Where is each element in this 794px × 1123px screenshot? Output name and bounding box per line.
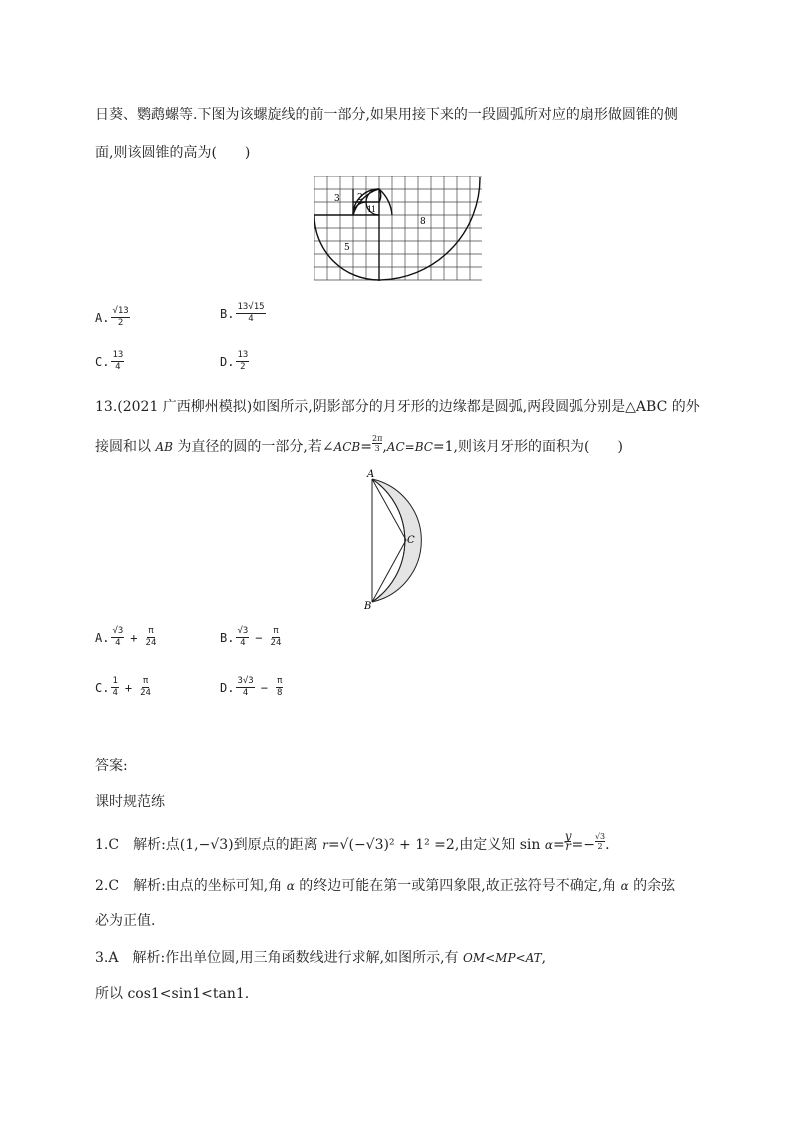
answer-2-line2: 必为正值. — [95, 913, 156, 929]
answer-3-line2: 所以 cos1<sin1<tan1. — [95, 986, 250, 1002]
spiral-figure — [314, 176, 482, 282]
spiral-label-3: 3 — [334, 194, 340, 204]
q13-option-a[interactable]: A. $\frac{√3}{4}$ + $\frac{\pi}{24}$ — [95, 626, 157, 648]
spiral-label-2: 2 — [357, 193, 363, 203]
q12-option-b[interactable]: B. $\frac{13√15}{4}$ — [220, 302, 265, 324]
section-title: 课时规范练 — [95, 794, 165, 810]
crescent-figure — [358, 466, 438, 612]
answer-1: 1.C 解析:点(1,−√3)到原点的距离 r=√(−√3)² + 1² =2,由定义知 sin α= $\frac{y}{r}$ =− $\frac{√3}{2}$ . — [95, 828, 610, 853]
q12-option-a[interactable]: A. $\frac{√13}{2}$ — [95, 306, 129, 328]
q13-text-line1: 13.(2021 广西柳州模拟)如图所示,阴影部分的月牙形的边缘都是圆弧,两段圆弧分别是△ABC 的外 — [95, 399, 700, 415]
q13-option-b[interactable]: B. $\frac{√3}{4}$ − $\frac{\pi}{24}$ — [220, 626, 282, 648]
answer-2-line1: 2.C 解析:由点的坐标可知,角 α 的终边可能在第一或第四象限,故正弦符号不确定,角 α 的余弦 — [95, 878, 676, 894]
spiral-label-1b: 1 — [371, 205, 377, 214]
q13-text-line2: 接圆和以 AB 为直径的圆的一部分,若∠ACB= $\frac{2\pi}{3}$ ,AC=BC=1,则该月牙形的面积为( ) — [95, 433, 623, 455]
q12-text-line1: 日葵、鹦鹉螺等.下图为该螺旋线的前一部分,如果用接下来的一段圆弧所对应的扇形做圆锥的侧 — [95, 107, 678, 123]
spiral-label-5: 5 — [344, 243, 350, 253]
q12-option-d[interactable]: D. $\frac{13}{2}$ — [220, 350, 249, 372]
q13-option-d[interactable]: D. $\frac{3√3}{4}$ − $\frac{\pi}{8}$ — [220, 676, 283, 698]
q12-text-line2: 面,则该圆锥的高为( ) — [95, 145, 251, 161]
point-c-label: C — [407, 535, 415, 546]
spiral-label-1a: 1 — [367, 205, 373, 214]
spiral-label-8: 8 — [420, 217, 426, 227]
q12-option-c[interactable]: C. $\frac{13}{4}$ — [95, 350, 124, 372]
point-b-label: B — [364, 601, 372, 612]
answers-heading: 答案: — [95, 758, 128, 774]
q13-option-c[interactable]: C. $\frac{1}{4}$ + $\frac{\pi}{24}$ — [95, 676, 151, 698]
point-a-label: A — [367, 469, 375, 480]
answer-3-line1: 3.A 解析:作出单位圆,用三角函数线进行求解,如图所示,有 OM<MP<AT, — [95, 950, 547, 966]
